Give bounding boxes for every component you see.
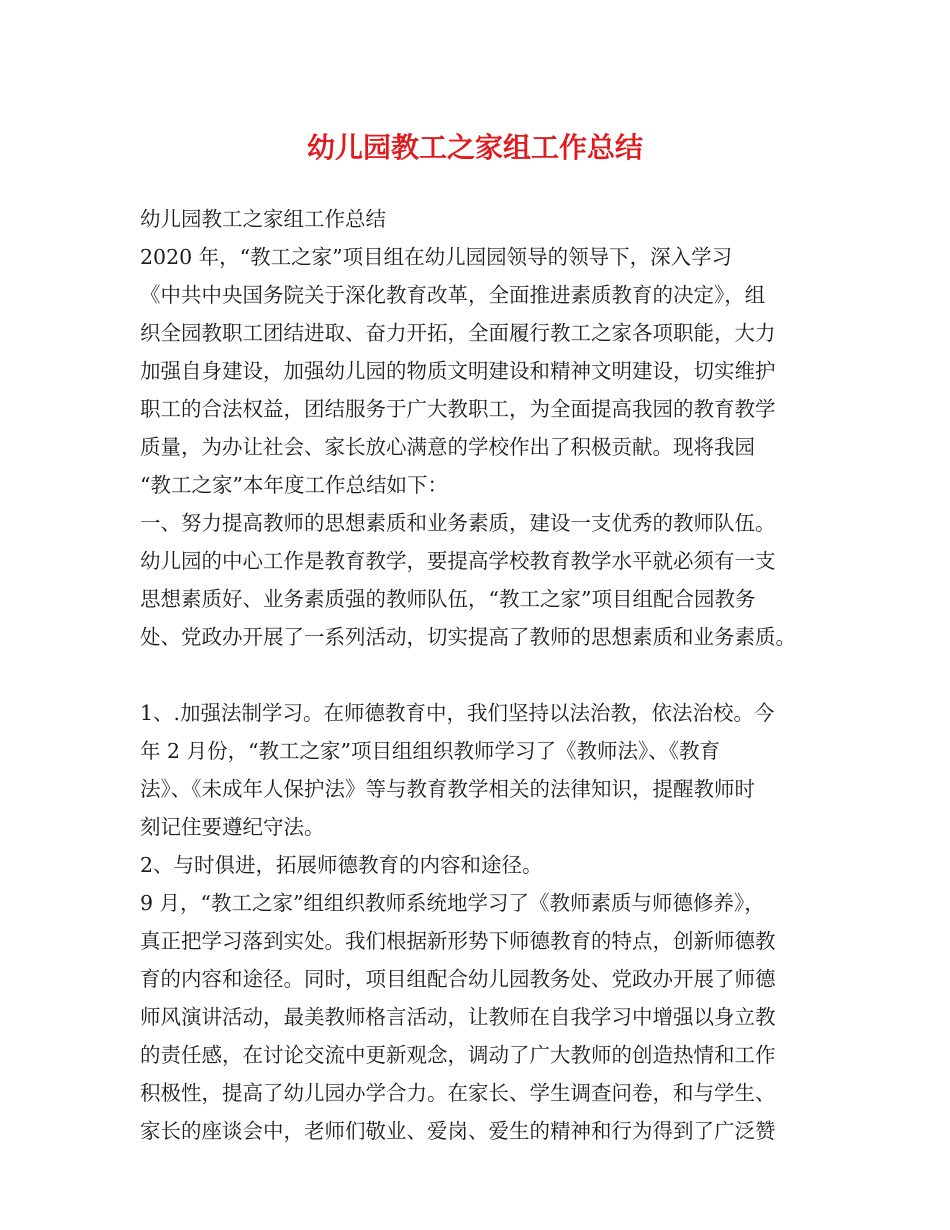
body-line: 真正把学习落到实处。我们根据新形势下师德教育的特点，创新师德教 [140,929,776,953]
body-line: 的责任感，在讨论交流中更新观念，调动了广大教师的创造热情和工作 [140,1043,776,1067]
body-line: 质量，为办让社会、家长放心满意的学校作出了积极贡献。现将我园 [140,435,755,459]
body-line: 家长的座谈会中，老师们敬业、爱岗、爱生的精神和行为得到了广泛赞 [140,1119,776,1143]
body-line: 处、党政办开展了一系列活动，切实提高了教师的思想素质和业务素质。 [140,625,796,649]
body-line: 育的内容和途径。同时，项目组配合幼儿园教务处、党政办开展了师德 [140,967,776,991]
subsection-heading: 2、与时俱进，拓展师德教育的内容和途径。 [140,853,543,877]
body-line: 幼儿园的中心工作是教育教学，要提高学校教育教学水平就必须有一支 [140,549,776,573]
body-line: 法》、《未成年人保护法》等与教育教学相关的法律知识，提醒教师时 [140,777,755,801]
body-line: 加强自身建设，加强幼儿园的物质文明建设和精神文明建设，切实维护 [140,359,776,383]
body-line: 师风演讲活动，最美教师格言活动，让教师在自我学习中增强以身立教 [140,1005,776,1029]
body-line: “教工之家”本年度工作总结如下： [140,473,448,497]
blank-line [140,656,840,694]
body-line: 积极性，提高了幼儿园办学合力。在家长、学生调查问卷，和与学生、 [140,1081,776,1105]
body-line: 思想素质好、业务素质强的教师队伍，“教工之家”项目组配合园教务 [140,587,756,611]
body-line: 2020 年，“教工之家”项目组在幼儿园园领导的领导下，深入学习 [140,245,733,269]
body-line: 职工的合法权益，团结服务于广大教职工，为全面提高我园的教育教学 [140,397,776,421]
body-line: 织全园教职工团结进取、奋力开拓，全面履行教工之家各项职能，大力 [140,321,776,345]
body-line: 幼儿园教工之家组工作总结 [140,207,386,231]
document-body [140,200,840,1150]
document-title: 幼儿园教工之家组工作总结 [306,131,643,164]
body-line: 9 月，“教工之家”组组织教师系统地学习了《教师素质与师德修养》， [140,891,765,915]
body-line: 《中共中央国务院关于深化教育改革，全面推进素质教育的决定》，组 [140,283,766,307]
body-line: 年 2 月份，“教工之家”项目组组织教师学习了《教师法》、《教育 [140,739,721,763]
section-heading: 一、努力提高教师的思想素质和业务素质，建设一支优秀的教师队伍。 [140,511,776,535]
body-line: 刻记住要遵纪守法。 [140,815,325,839]
body-line: 1、.加强法制学习。在师德教育中，我们坚持以法治教，依法治校。今 [140,701,775,725]
